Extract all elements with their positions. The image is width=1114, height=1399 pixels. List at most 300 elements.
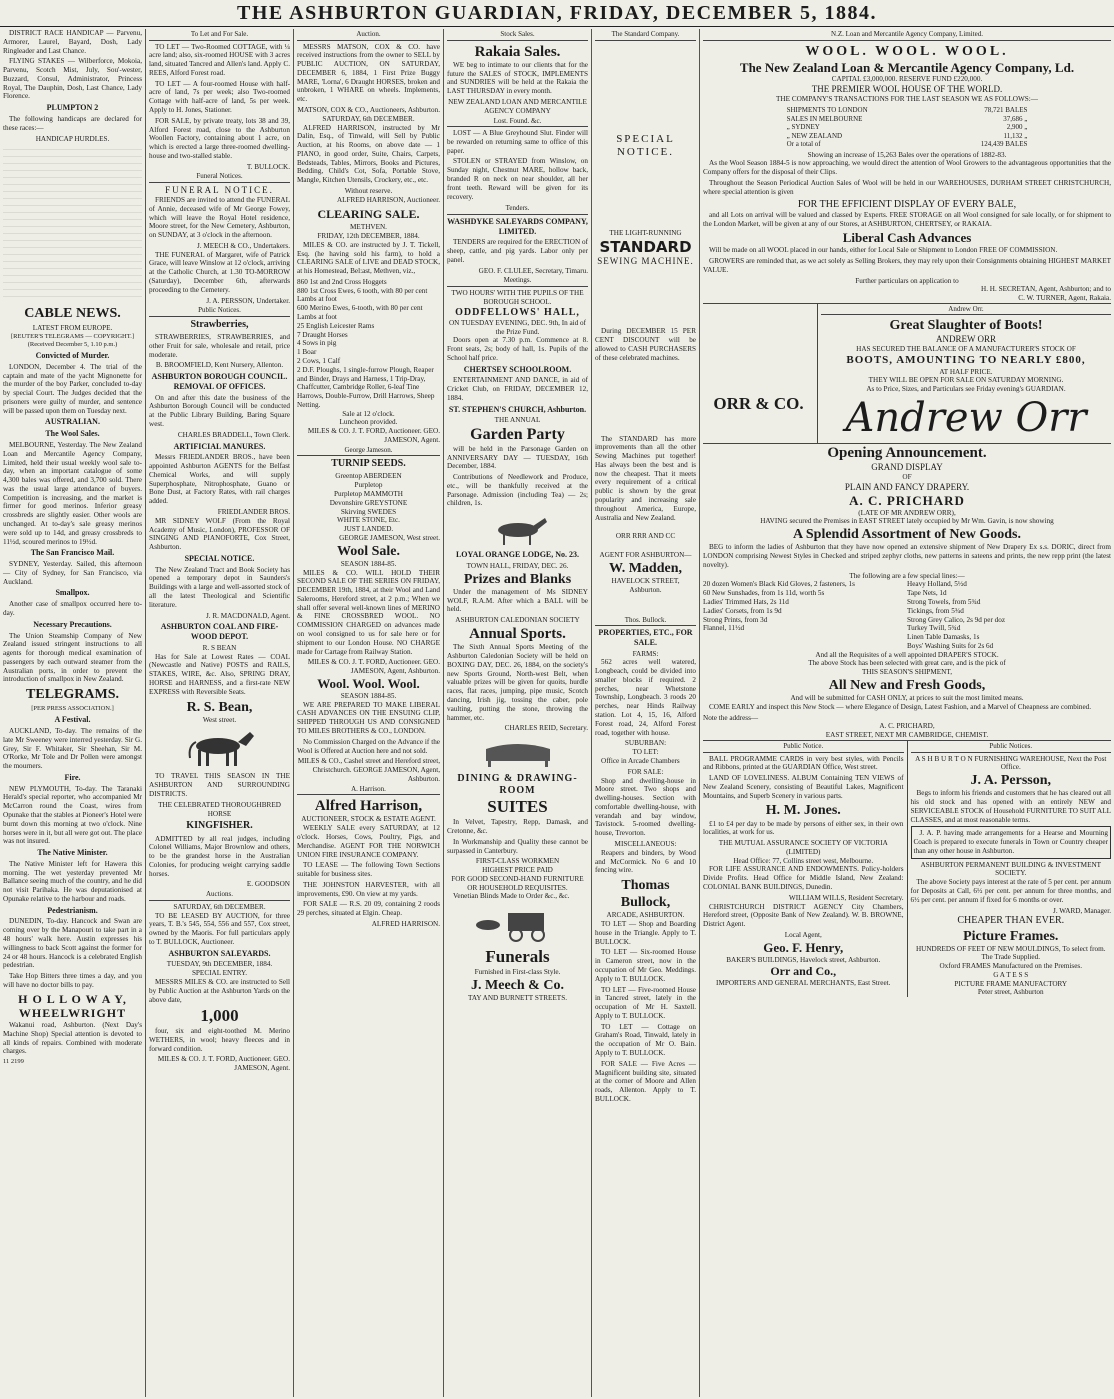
coal-by: R. S BEAN: [202, 643, 237, 652]
caledonian-heading: ASHBURTON CALEDONIAN SOCIETY: [455, 616, 580, 625]
hearse-illustration: [468, 905, 568, 943]
funeral-2-by: J. A. PERSSON, Undertaker.: [206, 296, 290, 305]
note-line: Note the address—: [703, 713, 759, 722]
hurdles-heading: HANDICAP HURDLES.: [35, 134, 110, 143]
plumpton-heading: PLUMPTON 2: [46, 103, 99, 113]
saleyards-special: SPECIAL ENTRY.: [191, 969, 248, 978]
transactions-row: [785, 140, 1030, 149]
special-line-item: Tape Nets, 1d: [907, 589, 947, 598]
washdyke-heading: WASHDYKE SALEYARDS COMPANY, LIMITED.: [447, 216, 588, 236]
council-heading: ASHBURTON BOROUGH COUNCIL. REMOVAL OF OFFICES.: [151, 372, 288, 391]
spacer-4: [595, 365, 696, 435]
prichard-heading: A. C. PRICHARD: [849, 492, 965, 508]
christchurch-agency: CHRISTCHURCH DISTRICT AGENCY City Chambers, Hereford street, (Opposite Bank of New Zealand). W. B. BROWNE, District Agent.: [703, 902, 904, 929]
transactions-value: 2,900 „: [1006, 123, 1028, 132]
transactions-label: „ SYDNEY: [786, 123, 820, 132]
wool-season: SEASON 1884-85.: [340, 559, 397, 568]
stephens-heading: ST. STEPHEN'S CHURCH, Ashburton.: [448, 404, 587, 414]
suites-text: In Velvet, Tapestry, Repp, Damask, and Cretonne, &c.: [447, 818, 588, 835]
saleyards-heading: ASHBURTON SALEYARDS.: [168, 948, 271, 958]
to-let-2: TO LET — A four-roomed House with half-acre of land, 7s per week; also Two-roomed Cottage with half-acre of land, 5s per week. Apply to H. Jones, Stationer.: [149, 79, 290, 114]
alfred-text: WEEKLY SALE every SATURDAY, at 12 o'clock. Horses, Cows, Poultry, Pigs, and Merchandise. AGENT FOR THE NORWICH UNION FIRE INSURANCE COMPANY.: [297, 824, 440, 859]
saleyards-count: 1,000: [200, 1006, 239, 1026]
rakaia-by: NEW ZEALAND LOAN AND MERCANTILE AGENCY COMPANY: [448, 97, 587, 115]
coal-heading: ASHBURTON COAL AND FIRE-WOOD DEPOT.: [160, 622, 279, 642]
transactions-line: THE COMPANY'S TRANSACTIONS FOR THE LAST SEASON WE AS FOLLOWS:—: [776, 95, 1038, 104]
chertsey-heading: CHERTSEY SCHOOLROOM.: [463, 364, 572, 374]
turnip-list: [297, 472, 440, 525]
special-line-item: Linen Table Damasks, 1s: [907, 633, 980, 642]
saleyards-by: MILES & CO. J. T. FORD, Auctioneer. GEO. JAMESON, Agent.: [157, 1055, 290, 1073]
kingfisher-text: ADMITTED by all real judges, including Colonel Williams, Major Brownlow and others, to be the grandest horse in the Australian Colonies, for producing weight carrying saddle horses.: [149, 834, 290, 878]
forsale-heading: FOR SALE:: [627, 767, 664, 776]
clearing-list-item: 880 1st Cross Ewes, 6 tooth, with 80 per cent Lambs at foot: [297, 286, 428, 304]
transactions-row: [785, 132, 1030, 141]
clearing-text: MILES & CO. are instructed by J. T. Tickell, Esq. (he having sold his farm), to hold a CLEARING SALE of LIVE and DEAD STOCK, at his Homestead, Bel:ast, Methven, viz.,: [297, 240, 441, 276]
transactions-row: [785, 115, 1030, 124]
murder-text: LONDON, December 4. The trial of the captain and mate of the yacht Mignonette for the murder of the boy Parker, concluded to-day by special Court. The Judges decided that the prisoners were guilty of murder, and sentence will be passed upon them on Tuesday next.: [3, 362, 142, 415]
forsale-2: FOR SALE — Five Acres — Magnificent building site, situated at the corner of Moore and Allen roads, Allenton. Apply to T. BULLOCK.: [595, 1059, 696, 1103]
suites-more: In Workmanship and Quality these cannot be surpassed in Canterbury.: [447, 837, 588, 855]
harvester-text: THE JOHNSTON HARVESTER, with all improvements, £90. On view at my yards.: [297, 880, 440, 898]
category-tenders: Tenders.: [447, 203, 588, 215]
transactions-row: [785, 123, 1030, 132]
category-stock-sales: Stock Sales.: [447, 29, 588, 41]
wolf-ad: MR SIDNEY WOLF (From the Royal Academy of Music, London), PROFESSOR OF SINGING AND PIANOFORTE, Cox Street, Ashburton.: [149, 516, 290, 552]
star-illustration: [473, 512, 563, 546]
smallpox-text: Another case of smallpox occurred here to-day.: [3, 600, 142, 617]
special-line-item: Heavy Holland, 5½d: [907, 580, 967, 589]
company-heading: The New Zealand Loan & Mercantile Agency Company, Ld.: [739, 59, 1075, 75]
festival-heading: A Festival.: [54, 715, 91, 725]
turnip-list-item: Devonshire GREYSTONE: [329, 498, 408, 507]
building-heading: ASHBURTON PERMANENT BUILDING & INVESTMENT SOCIETY.: [920, 860, 1102, 878]
column-4: [444, 29, 592, 1397]
garden-party-heading: Garden Party: [470, 426, 565, 444]
press-association: [PER PRESS ASSOCIATION.]: [31, 705, 114, 713]
saleyards-more: four, six and eight-toothed M. Merino WETHERS, in wool; heavy fleeces and in forward condition.: [149, 1027, 290, 1053]
plumpton-note: The following handicaps are declared for these races:—: [3, 115, 142, 132]
funerals-sub: Furnished in First-class Style.: [474, 967, 561, 976]
picture-mfr: PICTURE FRAME MANUFACTORY: [954, 979, 1068, 988]
annual-by: CHARLES REID, Secretary.: [504, 724, 588, 733]
liberal-text: Will be made on all WOOL placed in our hands, either for Local Sale or Shipment to London FREE OF COMMISSION.: [709, 246, 1058, 255]
madden-address: HAVELOCK STREET, Ashburton.: [611, 576, 680, 594]
special-line-item: Strong Towels, from 5¾d: [907, 597, 981, 606]
opening-heading: Opening Announcement.: [827, 444, 987, 461]
saleyards-date: TUESDAY, 9th DECEMBER, 1884.: [166, 960, 273, 969]
pedestrianism-heading: Pedestrianism.: [47, 905, 98, 915]
lots-text: and all Lots on arrival will be valued and classed by Experts. FREE STORAGE on all Wool consigned for sale locally, or for shipment to the London Market, will be given at any of our Stores, at ASHBURTON, CHERTSEY, or RAKAIA.: [703, 210, 1111, 228]
prizes-sub: Under the management of Ms SIDNEY WOLF, R.A.M. After which a BALL will be held.: [447, 587, 588, 614]
madden-name: W. Madden,: [608, 560, 682, 576]
improve-text: The STANDARD has more improvements than all the other Sewing Machines put together! Has always been the best and is now the cheapest. That it meets every requirement of a critical public is shown by the great popularity and increasing sale throughout America, Europe, Australia and New Zealand.: [595, 434, 696, 522]
of-line: OF: [902, 473, 912, 482]
highest-sub: FOR GOOD SECOND-HAND FURNITURE OR HOUSEHOLD REQUISITES.: [451, 874, 584, 892]
further-line: Further particulars on application to: [855, 276, 959, 285]
persson-box: J. A. P. having made arrangements for a Hearse and Mourning Coach is prepared to execute funerals in Town or Country cheaper than any other house in Ashburton.: [911, 826, 1112, 858]
manures-text: Messrs FRIEDLANDER BROS., have been appointed Ashburton AGENTS for the Belfast Chemical Works, and will supply Superphosphate, Nitrophosphate, Guano or Bone Dust, at Factory Rates, with rail charges added.: [149, 453, 290, 506]
holloway-text: Wakanui road, Ashburton. (Next Day's Machine Shop) Special attention is devoted to all kinds of repairs. Combined with moderate charges.: [3, 1020, 142, 1056]
category-harrison: A. Harrison.: [297, 784, 440, 796]
turnip-list-item: Skirving SWEDES: [340, 507, 397, 516]
methven: METHVEN.: [350, 223, 387, 232]
thomas-bullock-name: Thomas Bullock,: [620, 878, 671, 911]
harrison-ad: ALFRED HARRISON, instructed by Mr Dalin, Esq., of Tinwald, will Sell by Public Auction, at his Rooms, on above date — 1 PIANO, in good order, Suite, Chairs, Carpets, Bedsteads, Tables, Mirrors, Books and Pictures, Bedding, Child's Cot, Sofa, Portable Stove, Mangle, Kitchen Utensils, Crockery, etc., etc.: [297, 123, 440, 185]
harrison-end: ALFRED HARRISON.: [371, 920, 440, 929]
half-price: AT HALF PRICE.: [939, 367, 993, 376]
funeral-2: THE FUNERAL of Margaret, wife of Patrick Grace, will leave Winslow at 12 o'clock, arriving at the Catholic Church, at 1.30 TO-MORROW (Saturday), December 6th, afterwards proceeding to the Cemetery.: [149, 250, 290, 294]
lodge-heading: LOYAL ORANGE LODGE, No. 23.: [455, 550, 580, 560]
category-standard: The Standard Company.: [595, 29, 696, 41]
funerals-heading: Funerals: [485, 947, 550, 967]
for-sale-agent: T. BULLOCK.: [246, 162, 290, 171]
oxford-line: Oxford FRAMES Manufactured on the Premises.: [939, 962, 1083, 971]
jones-name: H. M. Jones.: [765, 803, 841, 819]
kingfisher-by: E. GOODSON: [246, 880, 290, 889]
first-class: FIRST-CLASS WORKMEN: [475, 857, 560, 866]
washdyke-by: GEO. F. CLULEE, Secretary, Timaru.: [478, 266, 588, 275]
turnip-list-item: Purpletop: [354, 481, 383, 490]
clearing-lunch: Luncheon provided.: [339, 418, 398, 427]
category-public-notices: Public Notices.: [149, 305, 290, 317]
category-jameson: George Jameson.: [297, 445, 440, 457]
turnip-by: GEORGE JAMESON, West street.: [339, 533, 440, 542]
matson-by: MATSON, COX & CO., Auctioneers, Ashburton.: [297, 106, 440, 114]
for-sale-1: FOR SALE, by private treaty, lots 38 and 39, Alford Forest road, close to the Ashburton Woollen Factory, containing about 1 acre, on which is erected a large three-roomed dwelling-house and two-stalled stable.: [149, 116, 290, 160]
transactions-label: „ NEW ZEALAND: [786, 131, 843, 140]
thomas-address: ARCADE, ASHBURTON.: [606, 911, 685, 920]
all-req: And all the Requisites of a well appointed DRAPER'S STOCK.: [815, 650, 999, 659]
reuter-line: [REUTER'S TELEGRAMS — COPYRIGHT.] (Received December 5, 1.10 p.m.): [11, 333, 134, 349]
column-5: [592, 29, 700, 1397]
special-notice-heading: SPECIAL NOTICE.: [184, 553, 255, 563]
forsale-text: FOR SALE — R.S. 20 09, containing 2 roods 29 perches, situated at Elgin. Cheap.: [297, 900, 440, 918]
kingfisher-title: KINGFISHER.: [186, 820, 253, 832]
latest-europe: LATEST FROM EUROPE.: [32, 324, 113, 333]
handicap-list-placeholder: [3, 143, 142, 303]
funeral-1-by: J. MEECH & CO., Undertakers.: [196, 241, 290, 250]
bottom-right: [908, 741, 1112, 997]
persson-name: J. A. Persson,: [970, 773, 1051, 789]
andrew-orr-box: [818, 304, 1111, 443]
special-line-item: Flannel, 11½d: [703, 624, 745, 633]
forsale-text: Shop and dwelling-house in Moore street. Two shops and dwelling-houses. Section with comfortable dwelling-house, with verandah and bay window, Tavistock. 5-roomed dwelling-house, Trevorton.: [595, 776, 696, 838]
boots-line: BOOTS, AMOUNTING TO NEARLY £800,: [846, 354, 1086, 367]
tolet-3: TO LET — Five-roomed House in Tancred street, lately in the occupation of Mr H. Saxtell. Apply to T. BULLOCK.: [595, 985, 696, 1020]
australian-heading: AUSTRALIAN.: [45, 417, 100, 427]
lease-text: TO LEASE — The following Town Sections suitable for business sites.: [297, 861, 440, 879]
all-new-heading: All New and Fresh Goods,: [828, 678, 986, 693]
advance-more: No Commission Charged on the Advance if the Wool is Offered at Auction here and not sold.: [297, 737, 440, 755]
land-text: LAND OF LOVELINESS. ALBUM Containing TEN VIEWS of New Zealand Scenery, consisting of Beautiful Lakes, Magnificent Mountains, and Superb Scenery in various parts.: [703, 774, 904, 800]
funeral-notice-title: FUNERAL NOTICE.: [165, 185, 274, 195]
henry-name: Geo. F. Henry,: [763, 939, 844, 955]
auction-date: SATURDAY, 6th DECEMBER.: [173, 902, 266, 911]
orr-importers-name: Orr and Co.,: [770, 964, 837, 979]
farms-heading: FARMS:: [632, 649, 659, 658]
column-1: [0, 29, 146, 1397]
building-text: The above Society pays interest at the rate of 5 per cent. per annum for Deposits at Call, 6½ per cent. per annum for three months, and 6½ per cent. per annum if fixed for 6 months or over.: [910, 878, 1111, 904]
alfred-sub: AUCTIONEER, STOCK & ESTATE AGENT.: [301, 815, 436, 824]
henry-address: BAKER'S BUILDINGS, Havelock street, Ashburton.: [726, 955, 881, 964]
spacer: [595, 43, 696, 133]
secured-line: HAS SECURED THE BALANCE OF A MANUFACTURER'S STOCK OF: [856, 345, 1076, 354]
efficient-line: FOR THE EFFICIENT DISPLAY OF EVERY BALE,: [797, 198, 1017, 210]
picture-heading: Picture Frames.: [963, 928, 1059, 944]
properties-heading: PROPERTIES, ETC., FOR SALE.: [598, 628, 693, 647]
clearing-by: MILES & CO. J. T. FORD, Auctioneer. GEO. JAMESON, Agent.: [307, 427, 440, 444]
category-to-let: To Let and For Sale.: [149, 29, 290, 41]
orr-importers-sub: IMPORTERS AND GENERAL MERCHANTS, East Street.: [716, 978, 891, 987]
oddfellows-more: Doors open at 7.30 p.m. Commence at 8. Front seats, 2s; body of hall, 1s. Pupils of the School half price.: [447, 336, 588, 362]
funeral-1: FRIENDS are invited to attend the FUNERAL of Annie, deceased wife of Mr George Fowey, which will leave the Royal Hotel residence, Moore street, for the New Cemetery, Ashburton, on SUNDAY, at 3 o'clock in the afternoon.: [149, 195, 290, 240]
oddfellows-hall: ODDFELLOWS' HALL,: [455, 306, 580, 318]
tolet-4: TO LET — Cottage on Graham's Road, Tinwald, lately in the occupation of Mr O. Bain. Apply to T. BULLOCK.: [595, 1022, 696, 1057]
oddfellows-intro: TWO HOURS' WITH THE PUPILS OF THE BOROUGH SCHOOL.: [451, 288, 584, 306]
lines-right: [907, 580, 1111, 650]
special-line-item: 60 New Sunshades, from 1s 11d, worth 5s: [703, 589, 825, 598]
orr-pattern: ORR RRR AND CC: [615, 532, 676, 541]
rakaia-text: WE beg to intimate to our clients that for the future the SALES of STOCK, IMPLEMENTS and SUNDRIES will be held at the Rakaia the LAST THURSDAY in every month.: [447, 60, 588, 96]
masthead-title: THE ASHBURTON GUARDIAN, FRIDAY, DECEMBER 5, 1884.: [0, 0, 1114, 27]
secretan: H. H. SECRETAN, Agent, Ashburton; and to: [981, 285, 1111, 294]
andrew-orr-name: ANDREW ORR: [935, 334, 997, 345]
manures-by: FRIEDLANDER BROS.: [217, 508, 290, 517]
pound-text: £1 to £4 per day to be made by persons of either sex, in their own localities, at work for us.: [703, 819, 904, 837]
hundreds-line: HUNDREDS OF FEET OF NEW MOULDINGS, To select from.: [915, 944, 1106, 953]
matson-ad: MESSRS MATSON, COX & CO. have received instructions from the owner to SELL by PUBLIC AUCTION, ON SATURDAY, DECEMBER 6, 1884, 1 First Prize Buggy MARE, 'Lorna', 6 Draught HORSES, broken and unbroken, 1 WHARE on wheels. Implements, etc.: [297, 42, 440, 104]
turnip-list-item: Greentop ABERDEEN: [335, 472, 402, 481]
wool-sales-text: MELBOURNE, Yesterday. The New Zealand Loan and Mercantile Agency Company, Limited, held their usual weekly wool sale to-day, when an important catalogue of some 4,300 bales was offered, and 3,700 sold. There was the usual large attendance of buyers. Competition is increasing, and the market is firmer for good merinos. Inferior greasy crossbreds are slightly easier. Other wools are unchanged. At to-day's sale greasy merinos were sold up to 14d, and greasy crossbreds to 11½d, scoured merinos to 19½d.: [3, 440, 142, 546]
bottom-left: [703, 741, 908, 997]
spacer-3: [595, 267, 696, 327]
festival-text: AUCKLAND, To-day. The remains of the late Mr Sweeney were interred yesterday. Sir G. Grey, Sir F. Whitaker, Sir Sheehan, Sir M. O'Rorke, Mr Tole and Dr Pollen were amongst the mourners.: [3, 726, 142, 771]
transactions-row: [785, 106, 1030, 115]
oddfellows-date: ON TUESDAY EVENING, DEC. 9th, In aid of the Prize Fund.: [448, 318, 587, 336]
splendid-heading: A Splendid Assortment of New Goods.: [793, 527, 1021, 543]
local-agent: Local Agent,: [784, 930, 822, 939]
turnip-landed: JUST LANDED.: [343, 525, 394, 534]
council-by: CHARLES BRADDELL, Town Clerk.: [177, 430, 290, 439]
farms-text: 562 acres well watered, Longbeach, could be divided into smaller blocks if required. 2 perches, near Whetstone Township, Longbeach. 3 roods 20 perches, near Hinds Railway station. Lot 4, 15, 16, Alford Forest road, 24, Alford Forest road, together with house.: [595, 658, 696, 737]
lines-row: [703, 580, 1111, 650]
clearing-date: FRIDAY, 12th DECEMBER, 1884.: [317, 232, 420, 240]
growers-text: GROWERS are reminded that, as we act solely as Selling Brokers, they may rely upon their Consignments obtaining HIGHEST MARKET VALUE.: [703, 256, 1111, 274]
bean-address: West street.: [202, 715, 237, 724]
clearing-sale-heading: CLEARING SALE.: [317, 206, 420, 221]
category-auctions: Auctions.: [149, 889, 290, 901]
sewing-machine: SEWING MACHINE.: [597, 256, 694, 267]
late-line: (LATE OF MR ANDREW ORR),: [858, 508, 956, 517]
wool-heading: WOOL. WOOL. WOOL.: [805, 43, 1009, 59]
special-line-item: Ladies' Corsets, from 1s 9d: [703, 606, 782, 615]
pedestrianism-text: DUNEDIN, To-day. Hancock and Swan are coming over by the Manapouri to take part in a 48 hours' walk here. Austin expresses his willingness to back Scott against the former for 24 or 48 hours. Hancock is a celebrated English pedestrian.: [3, 917, 142, 970]
strawberries-heading: Strawberries,: [190, 318, 249, 330]
having-line: HAVING secured the Premises in EAST STREET lately occupied by Mr Wm. Gavin, is now showing: [760, 517, 1054, 526]
special-lines: The following are a few special lines:—: [849, 571, 965, 580]
suburban-heading: SUBURBAN:: [624, 739, 667, 748]
address-name: A. C. PRICHARD,: [879, 722, 935, 731]
transactions-label: Or a total of: [786, 140, 821, 149]
special-notice: SPECIAL NOTICE.: [616, 132, 675, 158]
meech-address: TAY AND BURNETT STREETS.: [468, 993, 567, 1002]
category-public-notices-2: Public Notices.: [911, 741, 1112, 753]
special-line-item: 20 dozen Women's Black Kid Gloves, 2 fasteners, 1s: [703, 580, 855, 589]
clearing-list-item: 600 Merino Ewes, 6-tooth, with 80 per cent Lambs at foot: [297, 304, 423, 322]
transactions-value: 37,686 „: [1003, 114, 1028, 123]
asto-line: As to Price, Sizes, and Particulars see Friday evening's GUARDIAN.: [866, 385, 1066, 394]
hop-bitters-ad: Take Hop Bitters three times a day, and you will have no doctor bills to pay.: [3, 972, 142, 989]
smallpox-heading: Smallpox.: [55, 588, 90, 598]
standard-heading: STANDARD: [599, 238, 692, 257]
spacer-5: [703, 304, 814, 394]
harrison-date: SATURDAY, 6th DECEMBER.: [322, 114, 415, 123]
misc-text: Reapers and binders, by Wood and McCormick. No 6 and 10 fencing wire.: [595, 848, 696, 875]
council-text: On and after this date the business of the Ashburton Borough Council will be conducted at the Public Library Building, Baring Square west.: [149, 393, 290, 429]
to-let-1: TO LET — Two-Roomed COTTAGE, with ¼ acre land; also, six-roomed HOUSE with 3 acres land, situated Tancred and Allen's land. Apply C. REES, Alford Forest road.: [149, 42, 290, 77]
misc-heading: MISCELLANEOUS:: [614, 839, 677, 848]
lost-text: LOST — A Blue Greyhound Slut. Finder will be rewarded on returning same to office of this paper.: [447, 129, 588, 155]
special-line-item: Boys' Washing Suits for 2s 6d: [907, 641, 994, 650]
suites-heading: SUITES: [487, 797, 548, 817]
venetian: Venetian Blinds Made to Order &c., &c.: [453, 892, 570, 901]
meech-name: J. Meech & Co.: [471, 977, 564, 993]
chertsey-text: ENTERTAINMENT AND DANCE, in aid of Cricket Club, on FRIDAY, DECEMBER 12, 1884.: [447, 376, 588, 402]
mail-text: SYDNEY, Yesterday. Sailed, this afternoon — City of Sydney, for San Francisco, via Auckland.: [3, 560, 142, 586]
lines-left: [703, 580, 907, 650]
dining-heading: DINING & DRAWING-ROOM: [457, 773, 578, 797]
alfred-harrison-name: Alfred Harrison,: [314, 798, 423, 815]
above-line: The above Stock has been selected with great care, and is the pick of: [808, 659, 1006, 668]
without-reserve: Without reserve.: [344, 187, 393, 196]
trade-line: The Trade Supplied.: [981, 953, 1040, 962]
beg-text: BEG to inform the ladies of Ashburton that they have now opened an extensive shipment of New Drapery Ex s.s. DORIC, direct from LONDON comprising Newest Styles in Checked and striped zephyr cloths, new patterns in sateens and prints, the new repp print (the latest novelty).: [703, 543, 1111, 569]
agent-line: AGENT FOR ASHBURTON—: [599, 551, 692, 560]
turnip-heading: TURNIP SEEDS.: [331, 458, 406, 470]
strawberries-by: B. BROOMFIELD, Kent Nursery, Allenton.: [155, 361, 284, 370]
category-nz-loan: N.Z. Loan and Mercantile Agency Company, Limited.: [703, 29, 1111, 41]
native-minister-text: The Native Minister left for Hawera this morning. The wet yesterday prevented Mr Ballance seeing much of the country, and he did not visit Parihaka. He was deputationised at Opunake relative to the harbour and roads.: [3, 859, 142, 903]
special-line-item: Strong Prints, from 3d: [703, 615, 768, 624]
horse-illustration: [180, 728, 260, 768]
clearing-noon: Sale at 12 o'clock.: [342, 409, 395, 418]
garden-more: Contributions of Needlework and Produce, etc., will be thankfully received at the Parsonage. Admission (including Tea) — 2s; children, 1s.: [447, 473, 588, 508]
harrison-by: ALFRED HARRISON, Auctioneer.: [336, 195, 440, 204]
tolet-2: TO LET — Six-roomed House in Cameron street, now in the occupation of Mr Geo. Meddings. Apply to T. BULLOCK.: [595, 948, 696, 983]
transactions-table: [785, 106, 1030, 149]
mutual-res: WILLIAM WILLS, Resident Secretary.: [788, 893, 904, 902]
wool-wool-season: SEASON 1884-85.: [340, 691, 397, 700]
gates-line: G A T E S S: [993, 970, 1029, 979]
manures-heading: ARTIFICIAL MANURES.: [173, 441, 266, 451]
coal-text: Has for Sale at Lowest Rates — COAL (Newcastle and Native) POSTS and RAILS, STAKES, WIRE, &c. Also, SPRING DRAY, HORSE and HARNESS, and a first-rate NEW EXPRESS with Reversible Seats.: [149, 652, 290, 696]
lodge-date: TOWN HALL, FRIDAY, DEC. 26.: [466, 562, 569, 570]
open-line: THEY WILL BE OPEN FOR SALE ON SATURDAY MORNING.: [868, 376, 1064, 385]
fire-heading: Fire.: [64, 772, 81, 782]
transactions-label: SHIPMENTS TO LONDON: [786, 106, 868, 114]
clearing-list-item: 4 Sows in pig: [297, 339, 337, 348]
annual-text: The Sixth Annual Sports Meeting of the Ashburton Caledonian Society will be held on BOXING DAY, DEC. 26, 1884, on the society's new Sports Ground, North-west Belt, when valuable prizes will be given for quoits, hurdle races, flat races, jumping, pipe music, Scotch dancing, Irish jig, tossing the caber, pole vaulting, putting the stone, throwing the hammer, etc.: [447, 643, 588, 722]
shipment-line: THIS SEASON'S SHIPMENT,: [861, 668, 953, 677]
capital-line: CAPITAL £3,000,000. RESERVE FUND £220,000.: [831, 75, 983, 84]
special-notice-by: J. R. MACDONALD, Agent.: [205, 611, 290, 620]
cable-news-heading: CABLE NEWS.: [24, 306, 121, 322]
orr-co-box: [703, 304, 818, 443]
special-line-item: Turkey Twill, 5¾d: [907, 624, 961, 633]
clearing-list-item: 2 Cows, 1 Calf: [297, 356, 341, 365]
bottom-row: [703, 741, 1111, 997]
clearing-list-item: 2 D.F. Ploughs, 1 single-furrow Plough, Reaper and Binder, Drays and Harness, 1 Trip-Dray, Chaffcutter, Cambridge Roller, 6-leaf Tine Harrows, Double-Furrow, Drill Harrows, Sheep Netting.: [297, 365, 435, 409]
fire-text: NEW PLYMOUTH, To-day. The Taranaki Herald's special reporter, who accompanied Mr McCarron round the Coast, wires from Opunake that the stables at Pioneer's Hotel were burnt down this morning at two o'clock. Nine horses were in it, but all were got out. The place was not insured.: [3, 784, 142, 846]
mail-heading: The San Francisco Mail.: [30, 548, 115, 558]
light-running: THE LIGHT-RUNNING: [609, 229, 682, 238]
rakaia-heading: Rakaia Sales.: [474, 43, 561, 60]
clearing-stock-list: [297, 278, 440, 410]
clearing-list-item: 7 Draught Horses: [297, 330, 348, 339]
cheaper-line: CHEAPER THAN EVER.: [957, 915, 1065, 927]
precautions-text: The Union Steamship Company of New Zealand issued stringent instructions to all agents for thorough medical examination of passengers by each outward steamer from the Australian ports, in order to prevent the introduction of smallpox in New Zealand.: [3, 631, 142, 684]
column-3: [294, 29, 444, 1397]
turnip-list-item: Purpletop MAMMOTH: [334, 490, 403, 499]
wool-wool-heading: Wool. Wool. Wool.: [317, 675, 420, 691]
transactions-label: SALES IN MELBOURNE: [786, 114, 863, 123]
annual-sports-heading: Annual Sports.: [469, 625, 566, 642]
season-text: As the Wool Season 1884-5 is now approaching, we would direct the attention of Wool Growers to the advantageous opportunities that the Company offers for the disposal of their Clips.: [703, 159, 1111, 177]
category-meetings: Meetings.: [447, 275, 588, 287]
native-minister-heading: The Native Minister.: [37, 848, 108, 858]
tolet-heading: TO LET:: [632, 748, 659, 757]
sofa-illustration: [478, 737, 558, 769]
race-handicap: DISTRICT RACE HANDICAP — Parvenu, Armorer, Laurel, Bayard, Dosh, Lady Ringleader and Last Chance.: [3, 29, 142, 55]
saleyards-text: MESSRS MILES & CO. are instructed to Sell by Public Auction at the Ashburton Yards on the above date,: [149, 977, 290, 1004]
address-line: EAST STREET, NEXT MR CAMBRIDGE, CHEMIST.: [703, 731, 1111, 741]
advance-by: MILES & CO., Cashel street and Hereford street, Christchurch. GEORGE JAMESON, Agent, Ashburton.: [297, 757, 440, 783]
special-line-item: Strong Grey Calico, 2s 9d per doz: [907, 615, 1006, 624]
category-auction: Auction.: [297, 29, 440, 41]
column-2: [146, 29, 294, 1397]
clearing-list-item: 1 Boar: [297, 348, 317, 357]
come-text: COME EARLY and inspect this New Stock — where Elegance of Design, Latest Fashion, and a Marvel of Cheapness are combined.: [709, 702, 1092, 711]
persson-text: Begs to inform his friends and customers that he has cleared out all his old stock and has opened with an entirely NEW and SERVICEABLE STOCK of Household FURNITURE TO SUIT ALL CLASSES, and at most reasonable terms.: [910, 789, 1111, 824]
category-public-notice: Public Notice.: [703, 741, 904, 753]
flying-stakes: FLYING STAKES — Wilberforce, Mokoia, Parvenu, Scotch Mist, July, Sou'-wester, Buzzard, Consul, Administrator, Princess Royal, The Dauphin, Dosh, Last Chance, Lady Florence.: [3, 57, 142, 101]
transactions-value: 78,721 BALES: [984, 106, 1028, 114]
during-text: During DECEMBER 15 PER CENT DISCOUNT will be allowed to CASH PURCHASERS of these celebrated machines.: [595, 327, 696, 362]
ball-text: BALL PROGRAMME CARDS in very best styles, with Pencils and Ribbons, printed at the GUARDIAN Office, West street.: [703, 754, 904, 772]
clearing-list-item: 860 1st and 2nd Cross Hoggets: [297, 277, 387, 286]
advance-text: WE ARE PREPARED TO MAKE LIBERAL CASH ADVANCES ON THE ENSUING CLIP, SHIPPED THROUGH US AND CONSIGNED TO MILES BROTHERS & CO., LONDON.: [297, 700, 440, 735]
plain-line: PLAIN AND FANCY DRAPERY.: [844, 481, 970, 492]
murder-heading: Convicted of Murder.: [35, 351, 110, 361]
increase-line: Showing an increase of 15,263 Bales over the operations of 1882-83.: [807, 150, 1007, 159]
precautions-heading: Necessary Precautions.: [33, 619, 112, 629]
cash-line: And will be submitted for CASH ONLY, at prices to suit the most limited means.: [790, 694, 1024, 703]
persson-head: A S H B U R T O N FURNISHING WAREHOUSE, Next the Post Office.: [915, 754, 1107, 772]
kingfisher-sub: THE CELEBRATED THOROUGHBRED HORSE: [158, 800, 281, 818]
turner: C. W. TURNER, Agent, Rakaia.: [703, 294, 1111, 304]
special-line-item: Ladies' Trimmed Hats, 2s 11d: [703, 597, 789, 606]
special-notice-text: The New Zealand Tract and Book Society has opened a temporary depot in Saunders's Buildings with a large and well-assorted stock of all the latest Theological and Scientific literature.: [149, 565, 290, 609]
turnip-list-item: WHITE STONE, Etc.: [337, 516, 400, 525]
wool-sales-heading: The Wool Sales.: [45, 429, 100, 439]
telegrams-heading: TELEGRAMS.: [26, 687, 119, 703]
category-lost: Lost. Found. &c.: [447, 116, 588, 128]
bean-name: R. S. Bean,: [186, 699, 253, 715]
auction-text: TO BE LEASED BY AUCTION, for three years, T. B.'s 545, 554, 556 and 557, Cox street, owned by the Maoris. For full particulars apply to T. BULLOCK, Auctioneer.: [149, 911, 290, 946]
liberal-heading: Liberal Cash Advances: [842, 230, 972, 246]
tolet-text: Office in Arcade Chambers: [601, 756, 680, 765]
